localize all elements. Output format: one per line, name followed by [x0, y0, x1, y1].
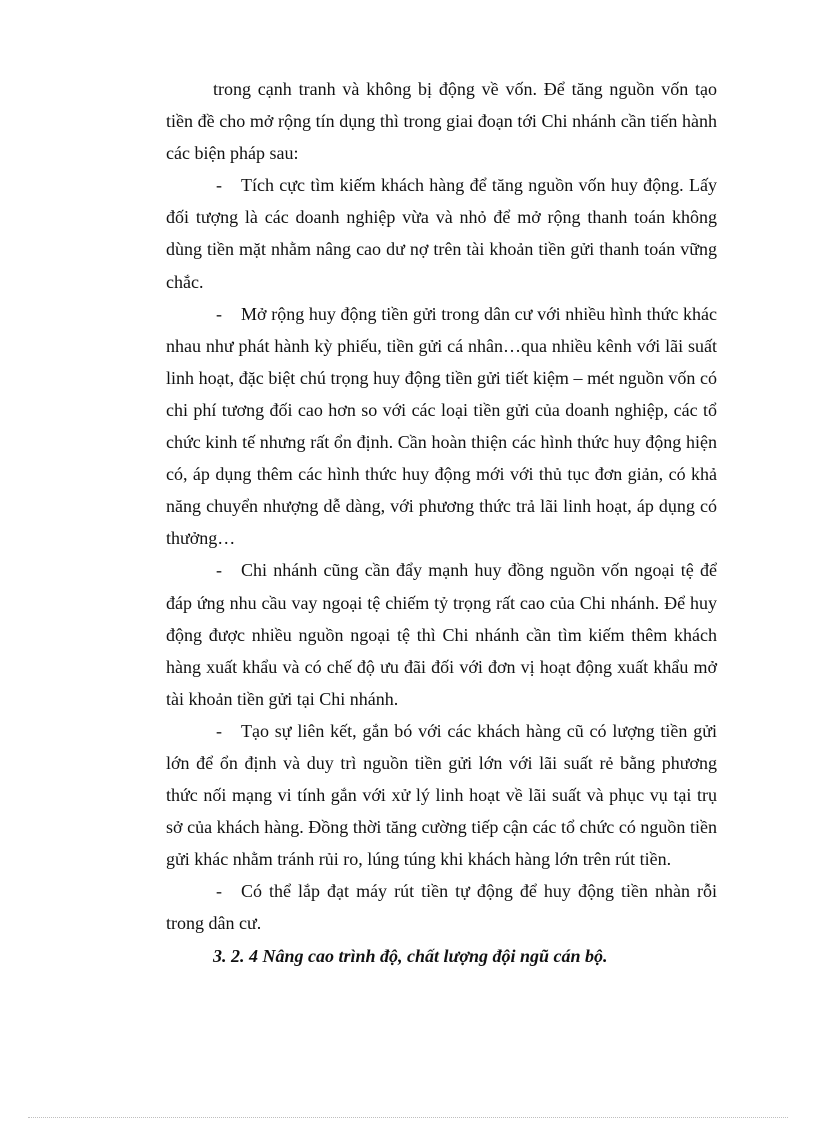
bullet-text: Có thể lắp đạt máy rút tiền tự động để huy động tiền nhàn rỗi trong dân cư.	[166, 881, 717, 934]
bullet-dash: -	[216, 175, 222, 196]
section-heading: 3. 2. 4 Nâng cao trình độ, chất lượng đội ngũ cán bộ.	[213, 945, 608, 966]
bullet-paragraph-1	[166, 169, 717, 297]
page-footer-rule	[28, 1117, 788, 1118]
bullet-paragraph-4	[166, 715, 717, 875]
bullet-paragraph-5	[166, 875, 717, 939]
bullet-paragraph-2	[166, 298, 717, 555]
bullet-dash: -	[216, 720, 222, 741]
bullet-dash: -	[216, 560, 222, 581]
bullet-text: Chi nhánh cũng cần đẩy mạnh huy đồng nguồn vốn ngoại tệ để đáp ứng nhu cầu vay ngoại tệ chiếm tỷ trọng rất cao của Chi nhánh. Để huy động được nhiều nguồn ngoại tệ thì Chi nhánh cần tìm kiếm thêm khách hàng xuất khẩu và có chế độ ưu đãi đối với đơn vị hoạt động xuất khẩu mở tài khoản tiền gửi tại Chi nhánh.	[166, 560, 717, 709]
bullet-text: Tích cực tìm kiếm khách hàng để tăng nguồn vốn huy động. Lấy đối tượng là các doanh nghiệp vừa và nhỏ để mở rộng thanh toán không dùng tiền mặt nhằm nâng cao dư nợ trên tài khoản tiền gửi thanh toán vững chắc.	[166, 175, 717, 292]
bullet-dash: -	[216, 303, 222, 324]
bullet-paragraph-3	[166, 554, 717, 714]
bullet-text: Tạo sự liên kết, gắn bó với các khách hàng cũ có lượng tiền gửi lớn để ổn định và duy trì nguồn tiền gửi lớn với lãi suất rẻ bằng phương thức nối mạng vi tính gắn với xử lý linh hoạt về lãi suất và phục vụ tại trụ sở của khách hàng. Đồng thời tăng cường tiếp cận các tổ chức có nguồn tiền gửi khác nhằm tránh rủi ro, lúng túng khi khách hàng lớn trên rút tiền.	[166, 720, 717, 870]
body-text	[166, 73, 717, 972]
bullet-text: Mở rộng huy động tiền gửi trong dân cư với nhiều hình thức khác nhau như phát hành kỳ phiếu, tiền gửi cá nhân…qua nhiều kênh với lãi suất linh hoạt, đặc biệt chú trọng huy động tiền gửi tiết kiệm – mét nguồn vốn có chi phí tương đối cao hơn so với các loại tiền gửi của doanh nghiệp, các tổ chức kinh tế nhưng rất ổn định. Cần hoàn thiện các hình thức huy động hiện có, áp dụng thêm các hình thức huy động mới với thủ tục đơn giản, có khả năng chuyển nhượng dễ dàng, với phương thức trả lãi linh hoạt, áp dụng có thưởng…	[166, 303, 717, 549]
bullet-dash: -	[216, 881, 222, 902]
intro-paragraph: trong cạnh tranh và không bị động về vốn. Để tăng nguồn vốn tạo tiền đề cho mở rộng tín dụng thì trong giai đoạn tới Chi nhánh cần tiến hành các biện pháp sau:	[166, 79, 717, 164]
